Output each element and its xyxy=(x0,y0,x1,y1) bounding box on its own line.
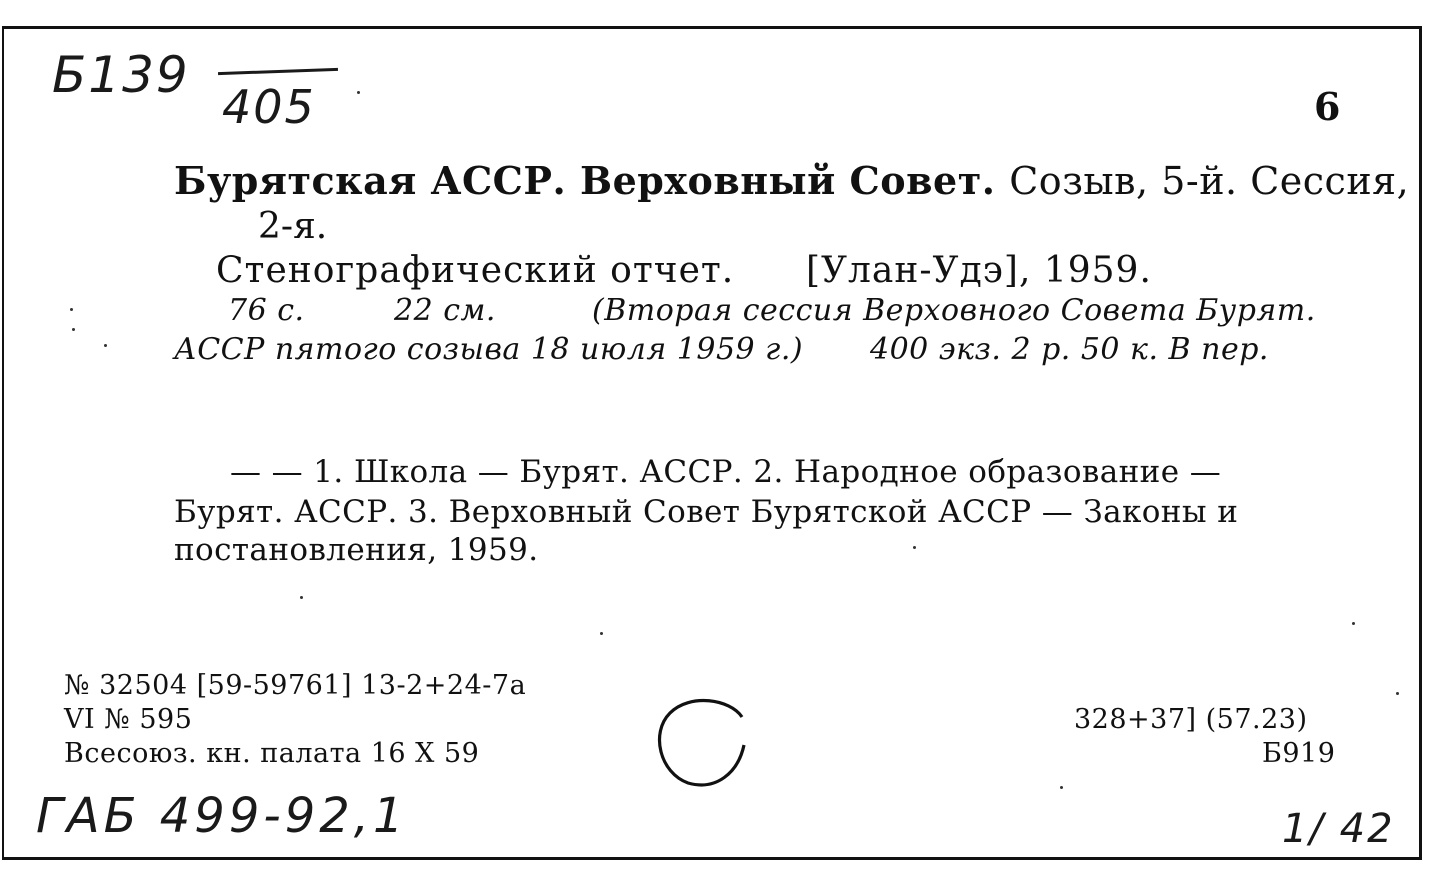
handwritten-code-fraction: 405 xyxy=(222,80,316,134)
subjects-line3: постановления, 1959. xyxy=(174,532,539,568)
footer-left-line1: № 32504 [59-59761] 13-2+24-7а xyxy=(64,670,527,701)
scan-speck xyxy=(600,632,603,635)
footer-right-line1: 328+37] (57.23) xyxy=(1074,704,1308,735)
subjects-line2: Бурят. АССР. 3. Верховный Совет Бурятской АССР — Законы и xyxy=(174,494,1239,530)
footer-left-line2: VI № 595 xyxy=(64,704,193,735)
handwritten-corner-note: 1/ 42 xyxy=(1282,806,1395,852)
subjects-line1: — — 1. Школа — Бурят. АССР. 2. Народное образование — xyxy=(230,454,1222,490)
entry-heading-bold: Бурятская АССР. Верховный Совет. xyxy=(174,158,996,203)
scan-speck xyxy=(1060,786,1063,789)
scan-speck xyxy=(913,546,916,549)
entry-note-line1: (Вторая сессия Верховного Совета Бурят. xyxy=(592,293,1316,328)
entry-place-year: [Улан-Удэ], 1959. xyxy=(806,250,1152,291)
scan-speck xyxy=(357,91,360,94)
scan-speck xyxy=(300,596,303,599)
entry-print-info: 400 экз. 2 р. 50 к. В пер. xyxy=(870,332,1269,367)
scan-speck xyxy=(72,328,75,331)
entry-heading-rest: Созыв, 5-й. Сессия, xyxy=(1009,159,1410,203)
entry-heading-cont: 2-я. xyxy=(258,206,328,247)
handwritten-code-bottom: ГАБ 499-92,1 xyxy=(36,788,408,844)
footer-right-line2: Б919 xyxy=(1262,738,1336,769)
scan-speck xyxy=(104,344,107,347)
entry-heading xyxy=(174,158,1409,203)
scan-speck xyxy=(1396,692,1399,695)
handwritten-code-top: Б139 xyxy=(52,46,190,104)
card-number: 6 xyxy=(1314,84,1341,129)
entry-note-line2: АССР пятого созыва 18 июля 1959 г.) xyxy=(174,332,804,367)
entry-size: 22 см. xyxy=(394,293,496,328)
entry-title: Стенографический отчет. xyxy=(216,250,735,291)
circle-stamp-icon xyxy=(654,695,754,791)
scan-speck xyxy=(1352,622,1355,625)
entry-pages: 76 с. xyxy=(228,293,305,328)
footer-left-line3: Всесоюз. кн. палата 16 X 59 xyxy=(64,738,480,769)
scan-speck xyxy=(70,308,73,311)
